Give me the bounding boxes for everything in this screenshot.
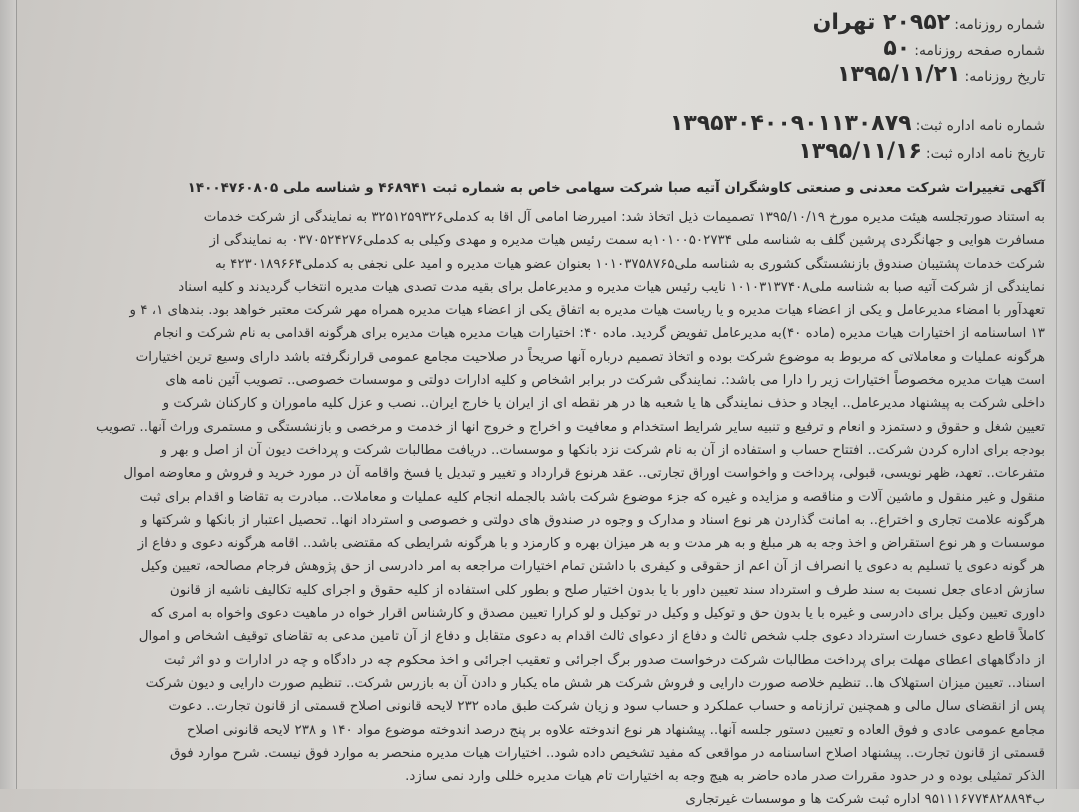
notice-line: اسناد.. تعیین میزان استهلاک ها.. تنظیم خلاصه صورت دارایی و فروش شرکت هر شش ماه یکبار و دادن آن به بازرس شرکت.. تنظیم صورت دارایی و دیون شرکت: [145, 675, 1045, 691]
registry-office-info: [670, 110, 1045, 166]
notice-line: به استناد صورتجلسه هیئت مدیره مورخ ۱۳۹۵/۱۰/۱۹ تصمیمات ذیل اتخاذ شد: امیررضا امامی آل اقا به کدملی۳۲۵۱۲۵۹۳۲۶ به نمایندگی از شرکت خدمات: [203, 210, 1045, 225]
newspaper-date-row: [813, 62, 1045, 88]
monitor-bezel-right: [1056, 0, 1079, 789]
notice-line: تعهدآور با امضاء مدیرعامل و یکی از اعضاء هیات مدیره و یا ریاست هیات مدیره به اتفاق یکی از اعضاء هیات مدیره همراه مهر شرکت معتبر خواهد بود. بندهای ۱، ۴ و: [129, 303, 1045, 319]
notice-line: الذکر تمثیلی بوده و در حدود مقررات صدر ماده حاضر به هیچ وجه به اختیارات تام هیات مدیره خللی وارد نمی سازد.: [405, 769, 1045, 785]
notice-line: ۱۳ اساسنامه از اختیارات هیات مدیره (ماده ۴۰)به مدیرعامل تفویض گردید. ماده ۴۰: اختیارات هیات مدیره هیات مدیره برای هرگونه اقدامی به نام شرکت و انجام: [153, 326, 1045, 342]
newspaper-number-value: ۲۰۹۵۲ تهران: [812, 10, 951, 35]
notice-line: هرگونه عملیات و معاملاتی که مربوط به موضوع شرکت بوده و اتخاذ تصمیم درباره آنها صریحاً در صلاحیت مجامع عمومی قرارنگرفته باشد دارای وسیع ترین اختیارات: [135, 349, 1045, 365]
notice-title: آگهی تغییرات شرکت معدنی و صنعتی کاوشگران آتیه صبا شرکت سهامی خاص به شماره ثبت ۴۶۸۹۴۱ و شناسه ملی ۱۴۰۰۴۷۶۰۸۰۵: [187, 180, 1045, 196]
notice-body: [35, 206, 1045, 812]
notice-line: است هیات مدیره مخصوصاً اختیارات زیر را دارا می باشد:. نمایندگی شرکت در برابر اشخاص و کلیه ادارات دولتی و موسسات خصوصی.. تصویب آئین نامه های: [165, 373, 1045, 389]
notice-line: متفرعات.. تعهد، ظهر نویسی، قبولی، پرداخت و واخواست اوراق تجارتی.. عقد هرنوع قرارداد و تغییر و تبدیل یا فسخ واقامه آن در مورد خرید و فروش و معاوضه اموال: [123, 466, 1045, 482]
page-number-row: [813, 36, 1045, 62]
monitor-bezel-left: [0, 0, 17, 789]
notice-line: پس از انقضای سال مالی و همچنین ترازنامه و حساب عملکرد و حساب سود و زیان شرکت طبق ماده ۲۳۲ لایحه قانونی اصلاح قسمتی از قانون تجارت.. دعوت: [168, 699, 1045, 715]
letter-date-value: ۱۳۹۵/۱۱/۱۶: [798, 139, 922, 164]
notice-line: کاملاً قاطع دعوی خسارت استرداد دعوی جلب شخص ثالث و دفاع از دعوای ثالث اقدام به دعوی متقابل و دفاع از آن تامین مدعی به تقاضای توقیف اشخاص و اموال: [138, 629, 1045, 645]
letter-number-value: ۱۳۹۵۳۰۴۰۰۹۰۱۱۳۰۸۷۹: [669, 111, 912, 136]
newspaper-date-value: ۱۳۹۵/۱۱/۲۱: [837, 62, 961, 87]
notice-signature: ب۹۵۱۱۱۶۷۷۴۸۲۸۸۹۴ اداره ثبت شرکت ها و موسسات غیرتجاری: [685, 792, 1045, 808]
notice-line: منقول و غیر منقول و ماشین آلات و مناقصه و مزایده و غیره که جزء موضوع شرکت باشد بالجمله انجام کلیه عملیات و معاملات.. مبادرت به تقاضا و اقدام برای ثبت: [139, 489, 1045, 505]
newspaper-date-label: تاریخ روزنامه:: [964, 69, 1045, 85]
notice-line: قسمتی از قانون تجارت.. پیشنهاد اصلاح اساسنامه در مواقعی که مفید تشخیص داده شود.. اختیارات هیات مدیره منحصر به موارد فوق نیست. شرح موارد فوق: [169, 745, 1045, 761]
notice-line: هرگونه علامت تجاری و اختراع.. به امانت گذاردن هر نوع اسناد و مدارک و وجوه در صندوق های دولتی و خصوصی و استرداد انها.. تحصیل اعتبار از بانکها و شرکتها و: [140, 512, 1045, 528]
notice-line: داخلی شرکت به پیشنهاد مدیرعامل.. ایجاد و حذف نمایندگی ها یا شعبه ها در هر نقطه ای از ایران یا خارج ایران.. نصب و عزل کلیه ماموران و کارکنان شرکت و: [162, 396, 1045, 412]
page-number-label: شماره صفحه روزنامه:: [914, 43, 1045, 59]
newspaper-number-row: [813, 10, 1045, 36]
notice-line: سازش ادعای جعل نسبت به سند طرف و استرداد سند تعیین داور با یا بدون اختیار صلح و بطور کلی استفاده از کلیه حقوق و اجرای کلیه تکالیف ناشیه از قانون: [169, 582, 1045, 598]
notice-line: مسافرت هوایی و جهانگردی پرشین گلف به شناسه ملی ۱۰۱۰۰۵۰۲۷۳۴به سمت رئیس هیات مدیره و مهدی وکیلی به کدملی۰۳۷۰۵۲۴۲۷۶ به نمایندگی از: [209, 233, 1045, 249]
notice-line: مجامع عمومی عادی و فوق العاده و تعیین دستور جلسه آنها.. پیشنهاد هر نوع اندوخته علاوه بر پنج درصد اندوخته موضوع مواد ۱۴۰ و ۲۳۸ لایحه قانونی اصلاح: [186, 722, 1045, 738]
letter-date-row: [670, 138, 1045, 166]
notice-line: داوری تعیین وکیل برای دادرسی و غیره با یا بدون حق و توکیل و وکیل در توکیل و لو کرارا تعیین مصدق و کارشناس اقرار خواه در ماهیت دعوی واخواه به امری که: [150, 606, 1045, 622]
page-number-value: ۵۰: [883, 36, 911, 61]
letter-date-label: تاریخ نامه اداره ثبت:: [925, 146, 1045, 162]
newspaper-masthead: [813, 10, 1045, 88]
notice-line: از دادگاههای اعطای مهلت برای پرداخت مطالبات شرکت درخواست صدور برگ اجرائی و تعقیب اجرائی و اخذ محکوم چه در دادگاه و چه در ادارات و دو اثر ثبت: [163, 652, 1045, 668]
notice-line: هر گونه دعوی یا تسلیم به دعوی یا انصراف از آن اعم از حقوقی و کیفری با داشتن تمام اختیارات مراجعه به امر دادرسی از حق پژوهش فرجام مصالحه، تعیین وکیل: [140, 559, 1045, 575]
notice-line: نمایندگی از شرکت آتیه صبا به شناسه ملی۱۰۱۰۳۱۳۷۴۰۸ نایب رئیس هیات مدیره و مدیرعامل برای بقیه مدت تصدی هیات مدیره انتخاب گردیدند و کلیه اسناد: [178, 279, 1045, 295]
notice-line: موسسات و هر نوع استقراض و اخذ وجه به هر مبلغ و به هر مدت و به هر میزان بهره و کارمزد و با هرگونه شرایطی که مقتضی باشد.. اقامه هرگونه دعوی و دفاع از: [137, 536, 1045, 552]
notice-line: بودجه برای اداره کردن شرکت.. افتتاح حساب و استفاده از آن به نام شرکت نزد بانکها و موسسات.. دریافت مطالبات شرکت و پرداخت دیون آن از اصل و بهر و: [160, 442, 1045, 458]
notice-line: تعیین شغل و حقوق و دستمزد و انعام و ترفیع و تنبیه سایر شرایط استخدام و معافیت و اخراج و خروج انها از خدمت و مرخصی و بازنشستگی و مستمری وراث آنها.. تصویب: [96, 419, 1045, 435]
letter-number-row: [670, 110, 1045, 138]
gazette-document: [18, 0, 1055, 808]
newspaper-number-label: شماره روزنامه:: [954, 17, 1045, 33]
letter-number-label: شماره نامه اداره ثبت:: [915, 118, 1045, 134]
notice-line: شرکت خدمات پشتیبان صندوق بازنشستگی کشوری به شناسه ملی۱۰۱۰۳۷۵۸۷۶۵ بعنوان عضو هیات مدیره و امید علی نجفی به کدملی۴۲۳۰۱۸۹۶۶۴ به: [215, 256, 1045, 272]
